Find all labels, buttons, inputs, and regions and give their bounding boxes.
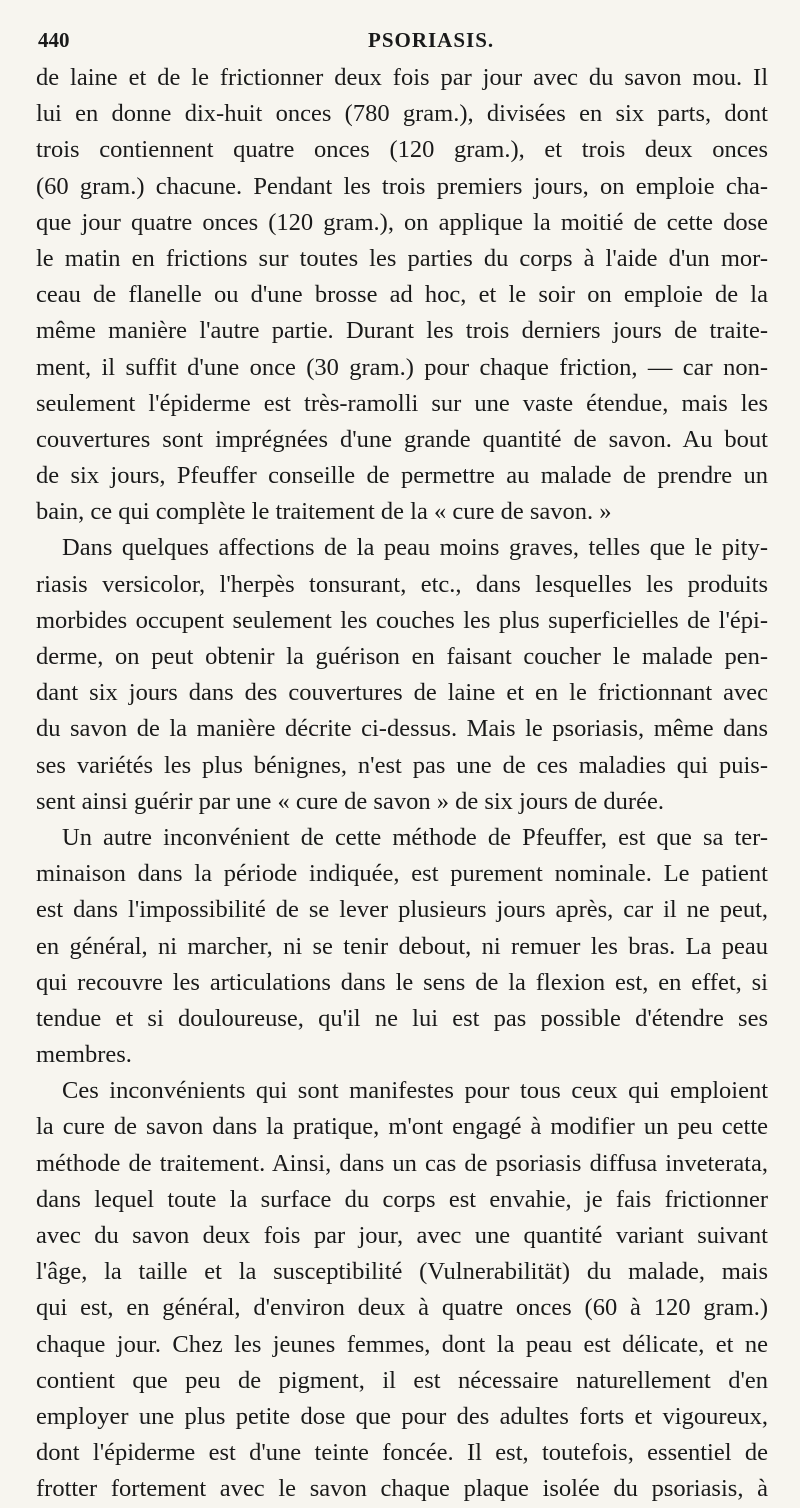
text-line: contient que peu de pigment, il est nécessaire naturellement d'en xyxy=(36,1366,768,1394)
text-line: (60 gram.) chacune. Pendant les trois premiers jours, on emploie cha- xyxy=(36,172,768,200)
paragraph xyxy=(36,60,768,530)
text-line: du savon de la manière décrite ci-dessus. Mais le psoriasis, même dans xyxy=(36,715,768,743)
text-line: morbides occupent seulement les couches les plus superficielles de l'épi- xyxy=(36,606,768,634)
text-line: la cure de savon dans la pratique, m'ont engagé à modifier un peu cette xyxy=(36,1113,768,1141)
paragraph xyxy=(36,530,768,820)
text-line: même manière l'autre partie. Durant les trois derniers jours de traite- xyxy=(36,317,768,345)
text-line: lui en donne dix-huit onces (780 gram.), divisées en six parts, dont xyxy=(36,100,768,128)
text-line: le matin en frictions sur toutes les parties du corps à l'aide d'un mor- xyxy=(36,244,768,272)
text-line: méthode de traitement. Ainsi, dans un cas de psoriasis diffusa inveterata, xyxy=(36,1149,768,1177)
text-line: l'âge, la taille et la susceptibilité (Vulnerabilität) du malade, mais xyxy=(36,1258,768,1286)
text-line: frotter fortement avec le savon chaque plaque isolée du psoriasis, à xyxy=(36,1475,768,1503)
text-line: seulement l'épiderme est très-ramolli sur une vaste étendue, mais les xyxy=(36,389,768,417)
text-line: Un autre inconvénient de cette méthode de Pfeuffer, est que sa ter- xyxy=(62,823,768,851)
text-line: qui est, en général, d'environ deux à quatre onces (60 à 120 gram.) xyxy=(36,1294,768,1322)
text-line: membres. xyxy=(36,1041,132,1069)
text-line: dant six jours dans des couvertures de laine et en le frictionnant avec xyxy=(36,679,768,707)
page-number: 440 xyxy=(38,28,70,52)
text-line: Dans quelques affections de la peau moins graves, telles que le pity- xyxy=(62,534,768,562)
text-line: minaison dans la période indiquée, est purement nominale. Le patient xyxy=(36,860,768,888)
text-line: de six jours, Pfeuffer conseille de permettre au malade de prendre un xyxy=(36,462,768,490)
text-line: de laine et de le frictionner deux fois par jour avec du savon mou. Il xyxy=(36,64,768,91)
text-line: couvertures sont imprégnées d'une grande quantité de savon. Au bout xyxy=(36,425,768,453)
text-line: trois contiennent quatre onces (120 gram.), et trois deux onces xyxy=(36,136,768,164)
text-line: avec du savon deux fois par jour, avec une quantité variant suivant xyxy=(36,1222,768,1249)
text-line: tendue et si douloureuse, qu'il ne lui est pas possible d'étendre ses xyxy=(36,1004,768,1032)
text-line: dont l'épiderme est d'une teinte foncée. Il est, toutefois, essentiel de xyxy=(36,1439,768,1467)
body-text xyxy=(36,60,768,1508)
text-line: bain, ce qui complète le traitement de la « cure de savon. » xyxy=(36,498,612,526)
text-line: qui recouvre les articulations dans le sens de la flexion est, en effet, si xyxy=(36,968,768,996)
text-line: ceau de flanelle ou d'une brosse ad hoc, et le soir on emploie de la xyxy=(36,281,768,309)
text-line: ses variétés les plus bénignes, n'est pas une de ces maladies qui puis- xyxy=(36,751,768,779)
text-line: que jour quatre onces (120 gram.), on applique la moitié de cette dose xyxy=(36,208,768,236)
text-line: employer une plus petite dose que pour des adultes forts et vigoureux, xyxy=(36,1402,768,1430)
text-line: ment, il suffit d'une once (30 gram.) pour chaque friction, — car non- xyxy=(36,353,768,381)
text-line: en général, ni marcher, ni se tenir debout, ni remuer les bras. La peau xyxy=(36,932,768,960)
text-line: dans lequel toute la surface du corps est envahie, je fais frictionner xyxy=(36,1185,768,1213)
text-line: derme, on peut obtenir la guérison en faisant coucher le malade pen- xyxy=(36,643,768,670)
text-line: riasis versicolor, l'herpès tonsurant, etc., dans lesquelles les produits xyxy=(36,570,768,598)
text-line: sent ainsi guérir par une « cure de savon » de six jours de durée. xyxy=(36,787,664,815)
paragraph xyxy=(36,820,768,1073)
text-line: Ces inconvénients qui sont manifestes pour tous ceux qui emploient xyxy=(62,1077,768,1105)
paragraph xyxy=(36,1073,768,1507)
text-line: est dans l'impossibilité de se lever plusieurs jours après, car il ne peut, xyxy=(36,896,768,924)
running-title: PSORIASIS. xyxy=(368,28,495,52)
text-line: chaque jour. Chez les jeunes femmes, dont la peau est délicate, et ne xyxy=(36,1330,768,1358)
